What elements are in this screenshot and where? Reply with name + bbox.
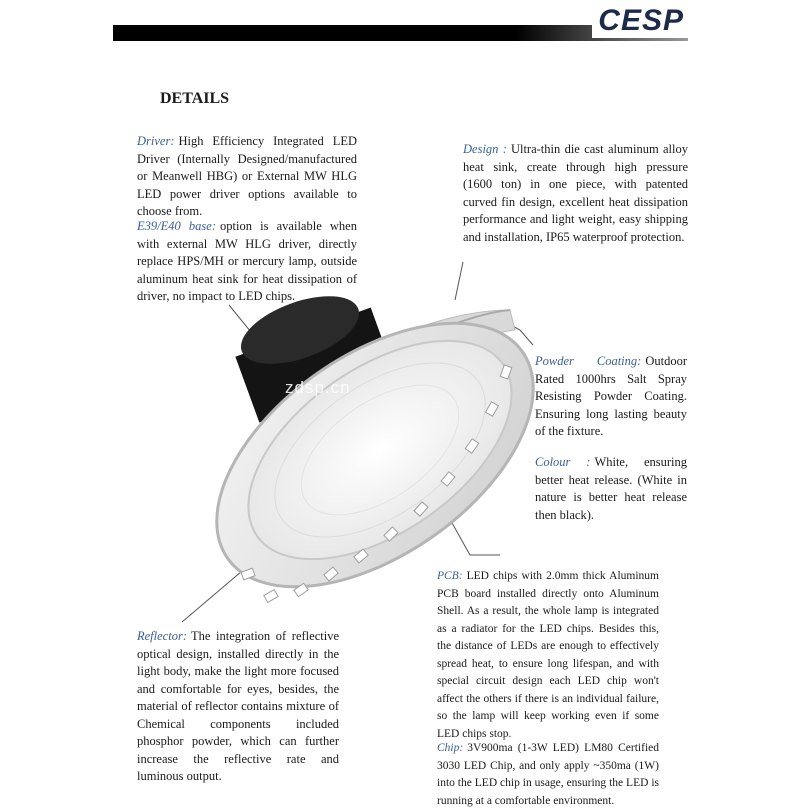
section-e39-base bbox=[137, 218, 357, 306]
colour-label: Colour : bbox=[535, 455, 591, 469]
reflector-text: The integration of reflective optical design, installed directly in the light body, make the light more focused and comfortable for eyes, besides, the material of reflector contains mixture of Chemical components included phosphor powder, which can further increase the reflective rate and luminous output. bbox=[137, 629, 339, 783]
brand-logo: CESP bbox=[592, 4, 690, 38]
section-pcb bbox=[437, 568, 659, 743]
pcb-text: LED chips with 2.0mm thick Aluminum PCB board installed directly onto Aluminum Shell. As a result, the whole lamp is integrated as a radiator for the LED chips. Besides this, the distance of LEDs are enough to effectively spread heat, to ensure long lifespan, and with special circuit design each LED chip won't affect the others if there is an individual failure, so the lamp will keep working even if some LED chips stop. bbox=[437, 570, 659, 740]
chip-text: 3V900ma (1-3W LED) LM80 Certified 3030 LED Chip, and only apply ~350ma (1W) into the LED chip in usage, ensuring the LED is running at a comfortable environment. bbox=[437, 742, 659, 807]
section-driver bbox=[137, 133, 357, 221]
section-powder-coating bbox=[535, 353, 687, 441]
design-label: Design : bbox=[463, 142, 507, 156]
design-text: Ultra-thin die cast aluminum alloy heat sink, create through high pressure (1600 ton) in one piece, with patented curved fin design, excellent heat dissipation performance and light weight, easy shipping and installation, IP65 waterproof protection. bbox=[463, 142, 689, 244]
page-title: DETAILS bbox=[160, 90, 230, 107]
e39-text: option is available when with external MW HLG driver, directly replace HPS/MH or mercury lamp, outside aluminum heat sink for heat dissipation of driver, no impact to LED chips. bbox=[137, 219, 357, 303]
e39-label: E39/E40 base: bbox=[137, 219, 216, 233]
powder-text: Outdoor Rated 1000hrs Salt Spray Resisting Powder Coating. Ensuring long lasting beauty of the fixture. bbox=[535, 354, 687, 438]
watermark: zdsp.cn bbox=[285, 378, 351, 397]
driver-text: High Efficiency Integrated LED Driver (Internally Designed/manufactured or Meanwell HBG) or External MW HLG LED power driver options available to choose from. bbox=[137, 134, 357, 218]
section-design bbox=[463, 141, 688, 246]
reflector-label: Reflector: bbox=[137, 629, 187, 643]
pcb-label: PCB: bbox=[437, 570, 463, 582]
section-colour bbox=[535, 454, 687, 524]
colour-text: White, ensuring better heat release. (White in nature is better heat release then black). bbox=[535, 455, 687, 522]
driver-label: Driver: bbox=[137, 134, 175, 148]
powder-label: Powder Coating: bbox=[535, 354, 642, 368]
section-reflector bbox=[137, 628, 339, 786]
chip-label: Chip: bbox=[437, 742, 464, 754]
